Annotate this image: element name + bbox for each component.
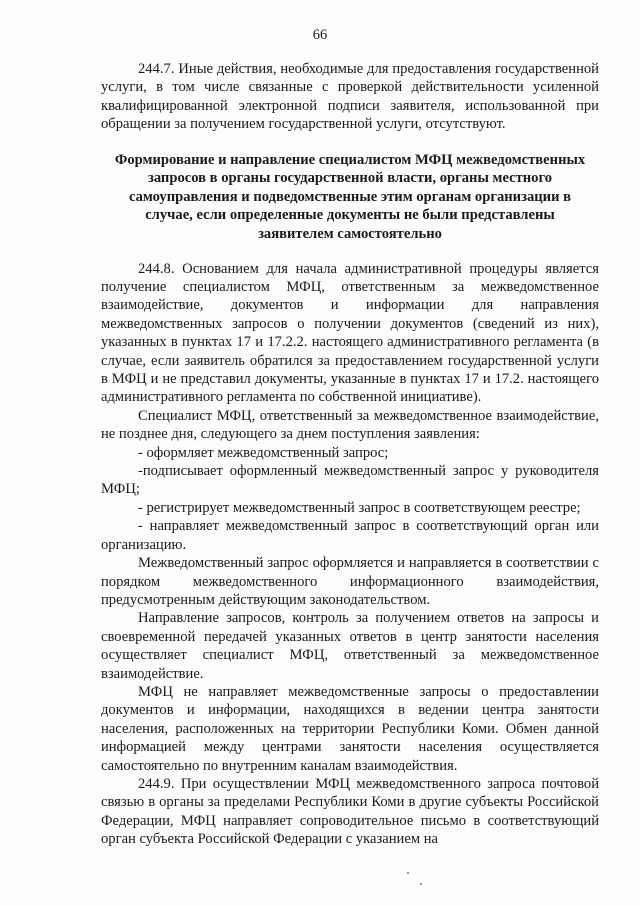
list-item-sign-request: -подписывает оформленный межведомственный запрос у руководителя МФЦ; bbox=[101, 463, 599, 498]
list-item-form-request: - оформляет межведомственный запрос; bbox=[138, 444, 389, 461]
paragraph-request-control: Направление запросов, контроль за получением ответов на запросы и своевременной передачей указанных ответов в центр занятости населения осуществляет специалист МФЦ, ответственный за межведомственное взаимодействие. bbox=[101, 610, 599, 682]
paragraph-244-7: 244.7. Иные действия, необходимые для предоставления государственной услуги, в том числе связанные с проверкой действительности усиленной квалифицированной электронной подписи заявителя, использованной при обращении за получением государственной услуги, отсутствуют. bbox=[101, 61, 599, 133]
paragraph-244-9: 244.9. При осуществлении МФЦ межведомственного запроса почтовой связью в органы за пределами Республики Коми в другие субъекты Российской Федерации, МФЦ направляет сопроводительное письмо в соответствующий орган субъекта Российской Федерации с указанием на bbox=[101, 775, 599, 848]
paragraph-mfc-exclusion: МФЦ не направляет межведомственные запросы о предоставлении документов и информации, находящихся в ведении центра занятости населения, расположенных на территории Республики Коми. Обмен данной информацией между центрами занятости населения осуществляется самостоятельно по внутренним каналам взаимодействия. bbox=[101, 683, 599, 774]
section-heading: Формирование и направление специалистом МФЦ межведомственных запросов в органы государственной власти, органы местного самоуправления и подведомственные этим органам организации в случае, если определенные документы не были представлены заявителем самостоятельно bbox=[114, 151, 586, 242]
paragraph-244-8: 244.8. Основанием для начала административной процедуры является получение специалистом МФЦ, ответственным за межведомственное взаимодействие, документов и информации для направления межведомственных запросов о получении документов (сведений из них), указанных в пунктах 17 и 17.2.2. настоящего административного регламента (в случае, если заявитель обратился за предоставлением государственной услуги в МФЦ и не представил документы, указанные в пунктах 17 и 17.2. настоящего административного регламента по собственной инициативе). bbox=[101, 260, 599, 406]
document-body bbox=[101, 60, 599, 849]
scan-speck bbox=[407, 872, 409, 874]
paragraph-request-procedure: Межведомственный запрос оформляется и направляется в соответствии с порядком межведомственного информационного взаимодействия, предусмотренным действующим законодательством. bbox=[101, 555, 599, 608]
page-number: 66 bbox=[312, 27, 328, 43]
scan-speck bbox=[420, 883, 422, 885]
list-item-register-request: - регистрирует межведомственный запрос в соответствующем реестре; bbox=[138, 499, 581, 516]
list-item-send-request: - направляет межведомственный запрос в соответствующий орган или организацию. bbox=[101, 518, 599, 553]
paragraph-specialist: Специалист МФЦ, ответственный за межведомственное взаимодействие, не позднее дня, следующего за днем поступления заявления: bbox=[101, 407, 599, 443]
